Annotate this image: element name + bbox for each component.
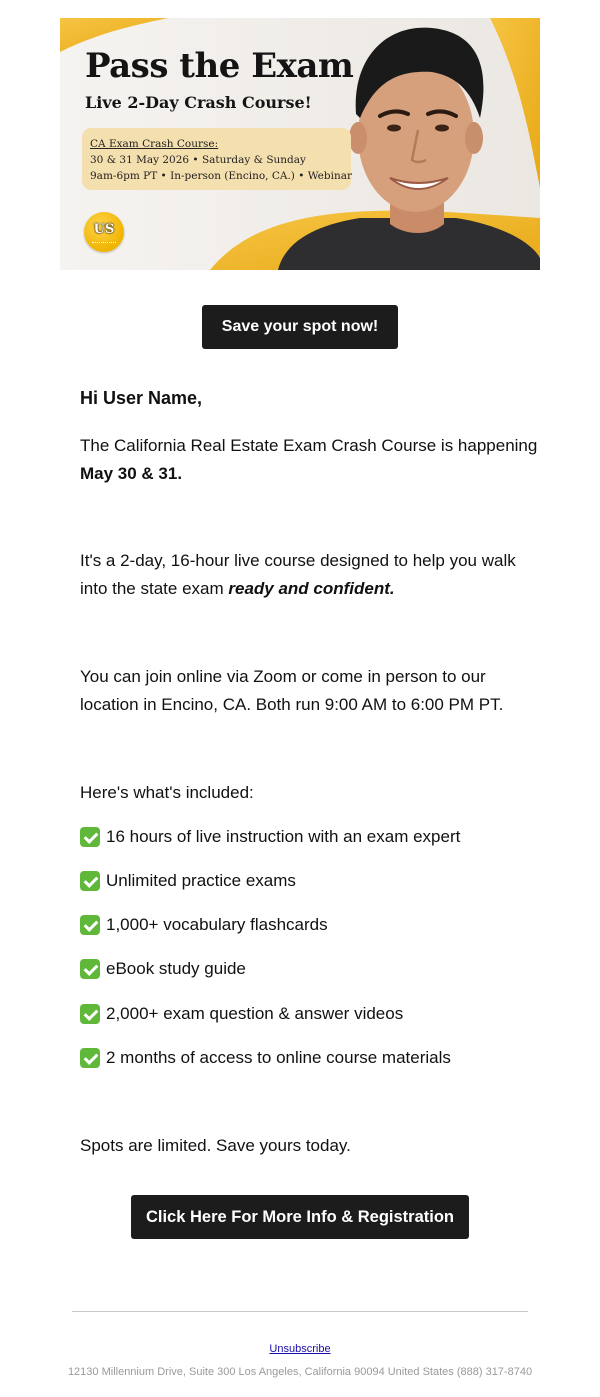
greeting: Hi User Name, (80, 388, 203, 408)
feature-text: Unlimited practice exams (106, 871, 296, 890)
included-intro: Here's what's included: (80, 783, 254, 802)
more-info-registration-button[interactable]: Click Here For More Info & Registration (131, 1195, 469, 1239)
hero-subtitle: Live 2-Day Crash Course! (85, 93, 312, 112)
info-time-line: 9am-6pm PT • In-person (Encino, CA.) • Webinar (90, 170, 353, 182)
save-spot-button[interactable]: Save your spot now! (202, 305, 398, 349)
check-mark-icon (80, 871, 100, 891)
hero-title: Pass the Exam (85, 46, 354, 86)
attendance-paragraph: You can join online via Zoom or come in person to our location in Encino, CA. Both run 9:00 AM to 6:00 PM PT. (80, 667, 504, 714)
intro-paragraph (80, 432, 540, 488)
intro-dates: May 30 & 31. (80, 464, 183, 483)
intro-text: The California Real Estate Exam Crash Course is happening (80, 436, 538, 455)
description-emphasis: ready and confident. (228, 579, 395, 598)
check-mark-icon (80, 915, 100, 935)
footer-address: 12130 Millennium Drive, Suite 300 Los Angeles, California 90094 United States (888) 317-8740 (67, 1366, 533, 1378)
feature-text: 2,000+ exam question & answer videos (106, 1004, 404, 1023)
feature-text: 1,000+ vocabulary flashcards (106, 915, 328, 934)
info-heading: CA Exam Crash Course: (90, 138, 219, 150)
badge-stars (92, 242, 116, 245)
feature-item (80, 1045, 451, 1071)
feature-item (80, 824, 460, 850)
closing-line: Spots are limited. Save yours today. (80, 1136, 351, 1155)
check-mark-icon (80, 959, 100, 979)
info-date-line: 30 & 31 May 2026 • Saturday & Sunday (90, 154, 306, 166)
feature-item (80, 868, 296, 894)
feature-item (80, 1001, 403, 1027)
check-mark-icon (80, 1004, 100, 1024)
badge-text: US (93, 222, 115, 237)
feature-text: eBook study guide (106, 959, 246, 978)
description-text: It's a 2-day, 16-hour live course designed to help you walk into the state exam (80, 551, 516, 598)
course-description-paragraph (80, 547, 540, 603)
check-mark-icon (80, 827, 100, 847)
feature-text: 2 months of access to online course materials (106, 1048, 451, 1067)
check-mark-icon (80, 1048, 100, 1068)
hero-banner[interactable] (60, 18, 540, 270)
footer-divider (72, 1311, 528, 1312)
course-info-box (82, 128, 351, 190)
unsubscribe-link[interactable]: Unsubscribe (269, 1343, 331, 1355)
feature-item (80, 912, 328, 938)
us-badge-icon (84, 212, 124, 252)
feature-item (80, 956, 246, 982)
feature-text: 16 hours of live instruction with an exam expert (106, 827, 461, 846)
